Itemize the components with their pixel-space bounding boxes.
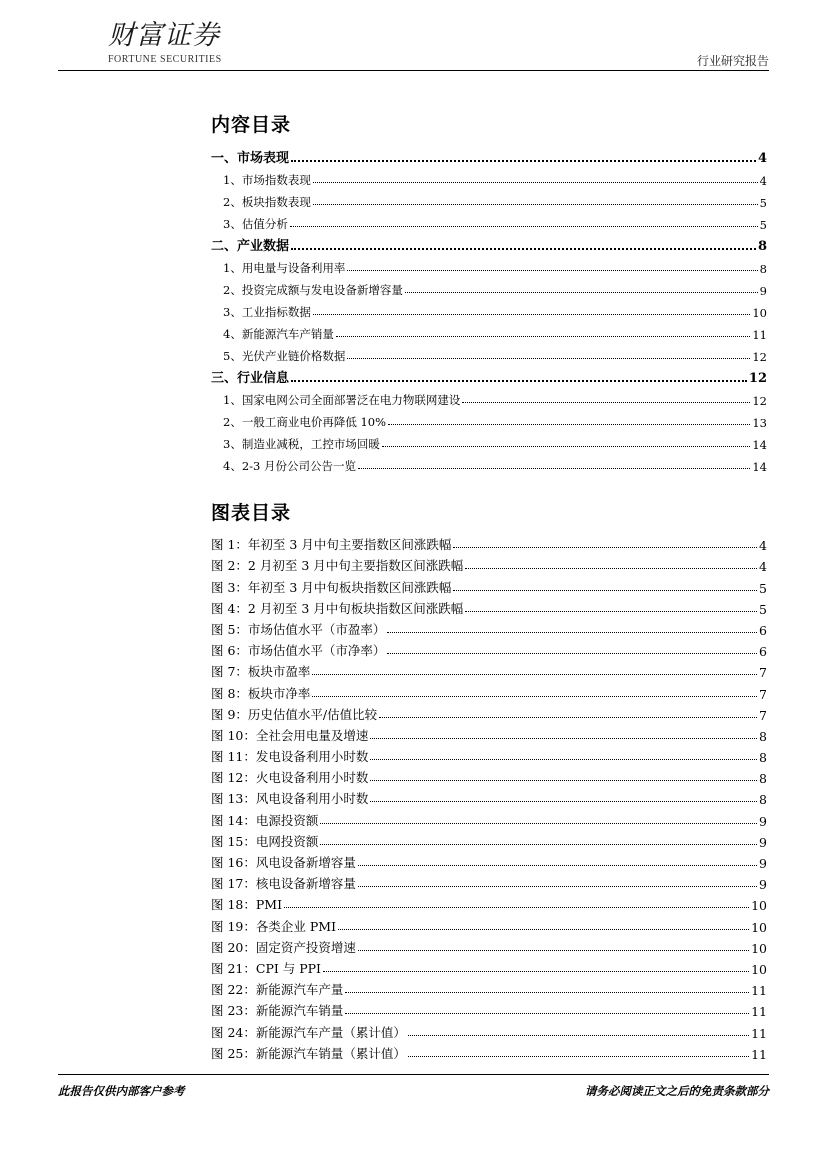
dot-leader [358,950,749,951]
toc-entry[interactable] [211,144,767,166]
figure-entry[interactable] [211,892,767,913]
figure-entry[interactable] [211,723,767,744]
entry-label: 3、估值分析 [223,217,288,231]
entry-label: 图 13：风电设备利用小时数 [211,791,369,807]
entry-label: 图 9：历史估值水平/估值比较 [211,706,378,722]
toc-entry[interactable] [211,364,767,386]
dot-leader [379,717,757,718]
dot-leader [405,292,758,293]
dot-leader [323,971,749,972]
figure-entry[interactable] [211,956,767,977]
dot-leader [465,568,757,569]
dot-leader [347,270,757,271]
dot-leader [347,358,750,359]
entry-label: 图 23：新能源汽车销量 [211,1003,344,1019]
toc-entry[interactable] [211,408,767,430]
entry-page-number: 6 [759,622,767,638]
dot-leader [320,844,757,845]
dot-leader [291,160,756,162]
figure-entry[interactable] [211,913,767,934]
figure-entry[interactable] [211,638,767,659]
figures-title: 图表目录 [211,502,292,524]
entry-page-number: 11 [751,1025,767,1041]
entry-label: 2、一般工商业电价再降低 10% [223,415,387,429]
entry-page-number: 5 [759,196,767,210]
entry-label: 图 7：板块市盈率 [211,664,311,680]
dot-leader [313,314,751,315]
entry-label: 3、工业指标数据 [223,305,311,319]
entry-label: 2、投资完成额与发电设备新增容量 [223,283,403,297]
entry-label: 图 10：全社会用电量及增速 [211,727,369,743]
entry-label: 图 14：电源投资额 [211,812,319,828]
toc-entry[interactable] [211,254,767,276]
entry-page-number: 5 [759,218,767,232]
entry-page-number: 4 [759,538,767,554]
entry-page-number: 9 [759,877,767,893]
toc-entry[interactable] [211,166,767,188]
toc-entry[interactable] [211,210,767,232]
toc-entry[interactable] [211,298,767,320]
dot-leader [370,780,757,781]
figure-entry[interactable] [211,617,767,638]
figure-entry[interactable] [211,871,767,892]
entry-label: 图 16：风电设备新增容量 [211,855,356,870]
dot-leader [313,182,758,183]
entry-page-number: 12 [748,371,767,386]
footer-disclaimer-right: 请务必阅读正文之后的免责条款部分 [585,1084,769,1098]
entry-label: 图 11：发电设备利用小时数 [211,749,369,765]
entry-label: 5、光伏产业链价格数据 [223,349,346,363]
figure-list [211,532,767,1062]
entry-label: 图 1：年初至 3 月中旬主要指数区间涨跌幅 [211,537,452,553]
entry-label: 3、制造业减税，工控市场回暖 [223,437,380,451]
logo-chinese: 财富证券 [108,20,220,51]
dot-leader [370,738,757,739]
dot-leader [336,336,751,337]
dot-leader [453,547,757,548]
entry-label: 图 22：新能源汽车产量 [211,982,344,998]
figure-entry[interactable] [211,680,767,701]
report-type: 行业研究报告 [696,54,769,68]
entry-label: 一、市场表现 [211,151,290,166]
figure-entry[interactable] [211,850,767,871]
entry-page-number: 10 [751,961,767,977]
entry-page-number: 12 [752,394,767,408]
entry-label: 图 4：2 月初至 3 月中旬板块指数区间涨跌幅 [211,600,464,616]
figure-entry[interactable] [211,1041,767,1062]
figure-entry[interactable] [211,765,767,786]
dot-leader [338,929,749,930]
entry-label: 1、国家电网公司全面部署泛在电力物联网建设 [223,393,461,407]
figure-entry[interactable] [211,1019,767,1040]
figure-entry[interactable] [211,786,767,807]
entry-page-number: 8 [759,750,767,766]
entry-label: 图 15：电网投资额 [211,833,319,849]
dot-leader [345,1013,749,1014]
entry-label: 图 19：各类企业 PMI [211,918,337,934]
entry-label: 图 21：CPI 与 PPI [211,960,321,976]
entry-page-number: 13 [752,416,767,430]
toc-entry[interactable] [211,342,767,364]
entry-page-number: 11 [751,1046,767,1062]
toc-title: 内容目录 [211,114,292,136]
entry-label: 图 12：火电设备利用小时数 [211,770,369,786]
toc-entry[interactable] [211,386,767,408]
figure-entry[interactable] [211,659,767,680]
dot-leader [284,907,749,908]
dot-leader [462,402,750,403]
dot-leader [358,468,750,469]
entry-page-number: 4 [759,174,767,188]
entry-page-number: 10 [751,919,767,935]
entry-label: 图 5：市场估值水平（市盈率） [211,621,386,637]
dot-leader [291,380,747,382]
dot-leader [370,759,757,760]
entry-page-number: 8 [759,792,767,808]
entry-page-number: 11 [752,328,767,342]
toc-list [211,144,767,474]
dot-leader [465,611,757,612]
entry-label: 图 24：新能源汽车产量（累计值） [211,1024,406,1040]
dot-leader [408,1035,749,1036]
dot-leader [358,865,757,866]
entry-label: 图 3：年初至 3 月中旬板块指数区间涨跌幅 [211,579,452,595]
dot-leader [290,226,758,227]
footer-disclaimer-left: 此报告仅供内部客户参考 [58,1084,185,1098]
toc-entry[interactable] [211,320,767,342]
figure-entry[interactable] [211,574,767,595]
entry-page-number: 8 [757,239,767,254]
entry-page-number: 9 [759,284,767,298]
figure-entry[interactable] [211,998,767,1019]
dot-leader [387,632,757,633]
company-logo [108,20,248,65]
figure-entry[interactable] [211,702,767,723]
figure-entry[interactable] [211,532,767,553]
toc-entry[interactable] [211,276,767,298]
entry-label: 4、新能源汽车产销量 [223,327,334,341]
entry-page-number: 14 [752,460,767,474]
dot-leader [387,653,757,654]
dot-leader [291,248,756,250]
entry-page-number: 8 [759,262,767,276]
dot-leader [382,446,751,447]
entry-label: 二、产业数据 [211,239,290,254]
entry-label: 图 25：新能源汽车销量（累计值） [211,1045,406,1061]
entry-label: 三、行业信息 [211,371,290,386]
figure-entry[interactable] [211,977,767,998]
dot-leader [320,823,757,824]
entry-label: 4、2-3 月份公司公告一览 [223,459,356,473]
entry-page-number: 14 [752,438,767,452]
toc-entry[interactable] [211,452,767,474]
logo-english: FORTUNE SECURITIES [108,54,222,65]
entry-label: 图 2：2 月初至 3 月中旬主要指数区间涨跌幅 [211,558,464,574]
entry-label: 图 17：核电设备新增容量 [211,876,356,892]
dot-leader [312,696,757,697]
entry-label: 1、市场指数表现 [223,173,311,187]
entry-page-number: 11 [751,983,767,999]
entry-label: 2、板块指数表现 [223,195,311,209]
entry-label: 图 6：市场估值水平（市净率） [211,643,386,659]
entry-label: 图 18：PMI [211,897,283,913]
dot-leader [313,204,758,205]
footer-rule [58,1074,769,1075]
dot-leader [408,1056,749,1057]
header-rule [58,70,769,71]
entry-label: 图 8：板块市净率 [211,685,311,701]
dot-leader [312,674,757,675]
entry-page-number: 7 [759,665,767,681]
dot-leader [388,424,750,425]
figure-entry[interactable] [211,829,767,850]
entry-page-number: 12 [752,350,767,364]
entry-page-number: 8 [759,728,767,744]
figure-entry[interactable] [211,553,767,574]
figure-entry[interactable] [211,596,767,617]
entry-label: 图 20：固定资产投资增速 [211,939,356,955]
figure-entry[interactable] [211,935,767,956]
entry-page-number: 4 [759,559,767,575]
entry-page-number: 9 [759,856,767,871]
entry-label: 1、用电量与设备利用率 [223,261,346,275]
entry-page-number: 5 [759,601,767,617]
entry-page-number: 10 [751,940,767,956]
figure-entry[interactable] [211,807,767,828]
dot-leader [370,801,757,802]
entry-page-number: 10 [751,898,767,914]
entry-page-number: 7 [759,707,767,723]
entry-page-number: 5 [759,580,767,596]
entry-page-number: 6 [759,644,767,660]
toc-entry[interactable] [211,188,767,210]
toc-entry[interactable] [211,430,767,452]
entry-page-number: 10 [752,306,767,320]
entry-page-number: 4 [757,151,767,166]
entry-page-number: 8 [759,771,767,787]
entry-page-number: 9 [759,813,767,829]
entry-page-number: 9 [759,834,767,850]
entry-page-number: 7 [759,686,767,702]
figure-entry[interactable] [211,744,767,765]
dot-leader [345,992,749,993]
dot-leader [358,886,757,887]
toc-entry[interactable] [211,232,767,254]
dot-leader [453,590,757,591]
entry-page-number: 11 [751,1004,767,1020]
